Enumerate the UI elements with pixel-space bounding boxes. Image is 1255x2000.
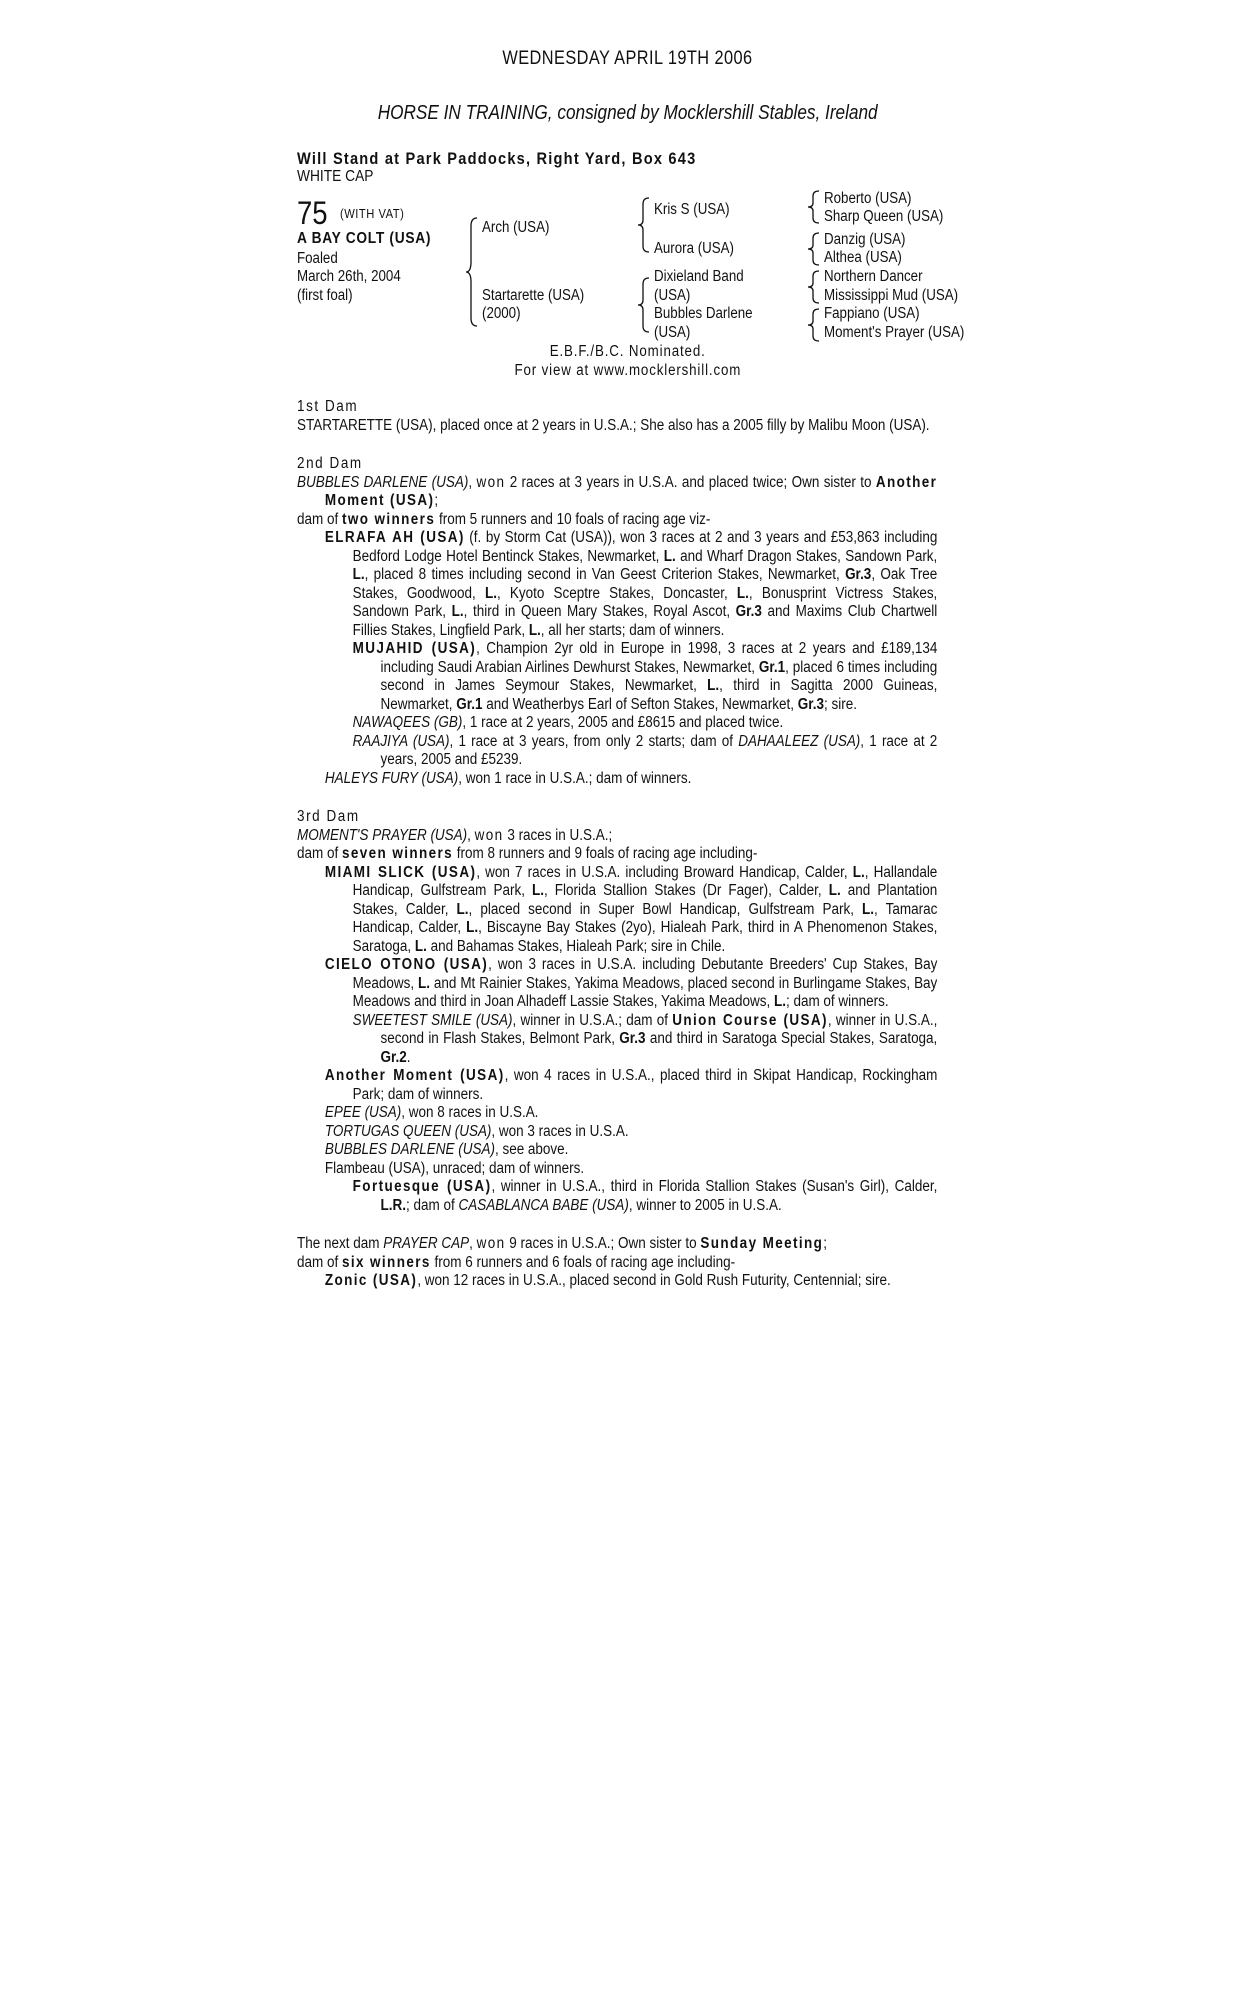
pedigree-ssd: Sharp Queen (USA) — [824, 208, 944, 225]
produce-bubbles-darlene: BUBBLES DARLENE (USA), see above. — [324, 1141, 569, 1158]
pedigree-sss: Roberto (USA) — [824, 190, 912, 207]
pedigree-brace-main — [466, 216, 478, 328]
consignment-headline: HORSE IN TRAINING, consigned by Mocklershill Stables, Ireland — [377, 102, 878, 124]
pedigree-sdd: Althea (USA) — [824, 249, 902, 266]
produce-cielo-otono: CIELO OTONO (USA), won 3 races in U.S.A. including Debutante Breeders' Cup Stakes, Bay Meadows, L. and Mt Rainier Stakes, Yakima Meadows, placed second in Burlingame Stakes, Bay Meadows and third in Joan Alhadeff Lassie Stakes, Yakima Meadows, L.; dam of winners. — [324, 956, 938, 1010]
next-dam-intro: The next dam PRAYER CAP, won 9 races in U.S.A.; Own sister to Sunday Meeting; — [297, 1235, 828, 1252]
vat-note: (WITH VAT) — [340, 206, 405, 221]
third-dam-intro: MOMENT'S PRAYER (USA), won 3 races in U.S.A.; — [297, 826, 613, 844]
horse-description: A BAY COLT (USA) — [297, 230, 432, 247]
pedigree-brace-dam — [638, 276, 650, 334]
foal-note: (first foal) — [297, 287, 353, 304]
pedigree-dsd: Mississippi Mud (USA) — [824, 287, 959, 304]
pedigree-dss: Northern Dancer — [824, 268, 923, 285]
pedigree-sire-sire: Kris S (USA) — [654, 201, 730, 218]
pedigree-dam-sire-line1: Dixieland Band — [654, 268, 744, 285]
foaled-date: March 26th, 2004 — [297, 268, 401, 285]
produce-sweetest-smile: SWEETEST SMILE (USA), winner in U.S.A.; dam of Union Course (USA), winner in U.S.A., second in Flash Stakes, Belmont Park, Gr.3 and third in Saratoga Special Stakes, Saratoga, Gr.2. — [352, 1011, 938, 1066]
produce-mujahid: MUJAHID (USA), Champion 2yr old in Europe in 1998, 3 races at 2 years and £189,134 including Saudi Arabian Airlines Dewhurst Stakes, Newmarket, Gr.1, placed 6 times including second in James Seymour Stakes, Newmarket, L., third in Sagitta 2000 Guineas, Newmarket, Gr.1 and Weatherbys Earl of Sefton Stakes, Newmarket, Gr.3; sire. — [352, 640, 938, 713]
produce-miami-slick: MIAMI SLICK (USA), won 7 races in U.S.A. including Broward Handicap, Calder, L., Hallandale Handicap, Gulfstream Park, L., Florida Stallion Stakes (Dr Fager), Calder, L. and Plantation Stakes, Calder, L., placed second in Super Bowl Handicap, Gulfstream Park, L., Tamarac Handicap, Calder, L., Biscayne Bay Stakes (2yo), Hialeah Park, third in A Phenomenon Stakes, Saratoga, L. and Bahamas Stakes, Hialeah Park; sire in Chile. — [324, 863, 938, 955]
pedigree-brace-ds — [808, 270, 820, 304]
pedigree-sire-dam: Aurora (USA) — [654, 240, 735, 257]
produce-another-moment: Another Moment (USA), won 4 races in U.S.A., placed third in Skipat Handicap, Rockingham Park; dam of winners. — [324, 1067, 938, 1103]
pedigree-dam-dam-line2: (USA) — [654, 324, 691, 341]
horse-name: WHITE CAP — [297, 168, 374, 185]
pedigree-dds: Fappiano (USA) — [824, 305, 920, 322]
produce-record — [297, 398, 937, 1291]
produce-epee: EPEE (USA), won 8 races in U.S.A. — [324, 1104, 539, 1121]
pedigree-dam-line2: (2000) — [482, 305, 521, 322]
lot-number: 75 — [297, 195, 328, 231]
pedigree-brace-sd — [808, 232, 820, 266]
pedigree-ddd: Moment's Prayer (USA) — [824, 324, 965, 341]
produce-nawaqees: NAWAQEES (GB), 1 race at 2 years, 2005 and £8615 and placed twice. — [352, 714, 784, 731]
first-dam-heading: 1st Dam — [297, 398, 359, 415]
pedigree-dam-line1: Startarette (USA) — [482, 287, 585, 304]
produce-haleys-fury: HALEYS FURY (USA), won 1 race in U.S.A.; dam of winners. — [324, 769, 692, 787]
first-dam-text: STARTARETTE (USA), placed once at 2 years in U.S.A.; She also has a 2005 filly by Malibu Moon (USA). — [297, 416, 930, 434]
second-dam-heading: 2nd Dam — [297, 455, 363, 472]
second-dam-dam-of: dam of two winners from 5 runners and 10 foals of racing age viz- — [297, 510, 711, 528]
third-dam-heading: 3rd Dam — [297, 808, 360, 825]
second-dam-intro: BUBBLES DARLENE (USA), won 2 races at 3 years in U.S.A. and placed twice; Own sister to Another Moment (USA); — [297, 473, 938, 509]
produce-elrafa-ah: ELRAFA AH (USA) (f. by Storm Cat (USA)), won 3 races at 2 and 3 years and £53,863 including Bedford Lodge Hotel Bentinck Stakes, Newmarket, L. and Wharf Dragon Stakes, Sandown Park, L., placed 8 times including second in Van Geest Criterion Stakes, Newmarket, Gr.3, Oak Tree Stakes, Goodwood, L., Kyoto Sceptre Stakes, Doncaster, L., Bonusprint Victress Stakes, Sandown Park, L., third in Queen Mary Stakes, Royal Ascot, Gr.3 and Maxims Club Chartwell Fillies Stakes, Lingfield Park, L., all her starts; dam of winners. — [324, 529, 938, 639]
produce-tortugas-queen: TORTUGAS QUEEN (USA), won 3 races in U.S.A. — [324, 1122, 629, 1140]
stand-location: Will Stand at Park Paddocks, Right Yard, Box 643 — [297, 149, 697, 168]
foaled-label: Foaled — [297, 250, 338, 267]
pedigree-dam-dam-line1: Bubbles Darlene — [654, 305, 753, 322]
pedigree-brace-ss — [808, 190, 820, 224]
third-dam-dam-of: dam of seven winners from 8 runners and 9 foals of racing age including- — [297, 845, 758, 862]
produce-zonic: Zonic (USA), won 12 races in U.S.A., placed second in Gold Rush Futurity, Centennial; sire. — [324, 1272, 891, 1289]
pedigree-brace-dd — [808, 308, 820, 342]
pedigree-dam-sire-line2: (USA) — [654, 287, 691, 304]
produce-fortuesque: Fortuesque (USA), winner in U.S.A., third in Florida Stallion Stakes (Susan's Girl), Calder, L.R.; dam of CASABLANCA BABE (USA), winner to 2005 in U.S.A. — [352, 1178, 938, 1214]
pedigree-sds: Danzig (USA) — [824, 231, 906, 248]
viewing-note: For view at www.mocklershill.com — [514, 362, 741, 379]
sale-date: WEDNESDAY APRIL 19TH 2006 — [502, 48, 753, 69]
produce-raajiya: RAAJIYA (USA), 1 race at 3 years, from only 2 starts; dam of DAHAALEEZ (USA), 1 race at 2 years, 2005 and £5239. — [352, 732, 938, 768]
pedigree-sire: Arch (USA) — [482, 219, 550, 236]
nomination-note: E.B.F./B.C. Nominated. — [549, 343, 706, 360]
next-dam-dam-of: dam of six winners from 6 runners and 6 foals of racing age including- — [297, 1253, 736, 1271]
pedigree-brace-sire — [638, 196, 650, 254]
produce-flambeau: Flambeau (USA), unraced; dam of winners. — [324, 1159, 585, 1177]
